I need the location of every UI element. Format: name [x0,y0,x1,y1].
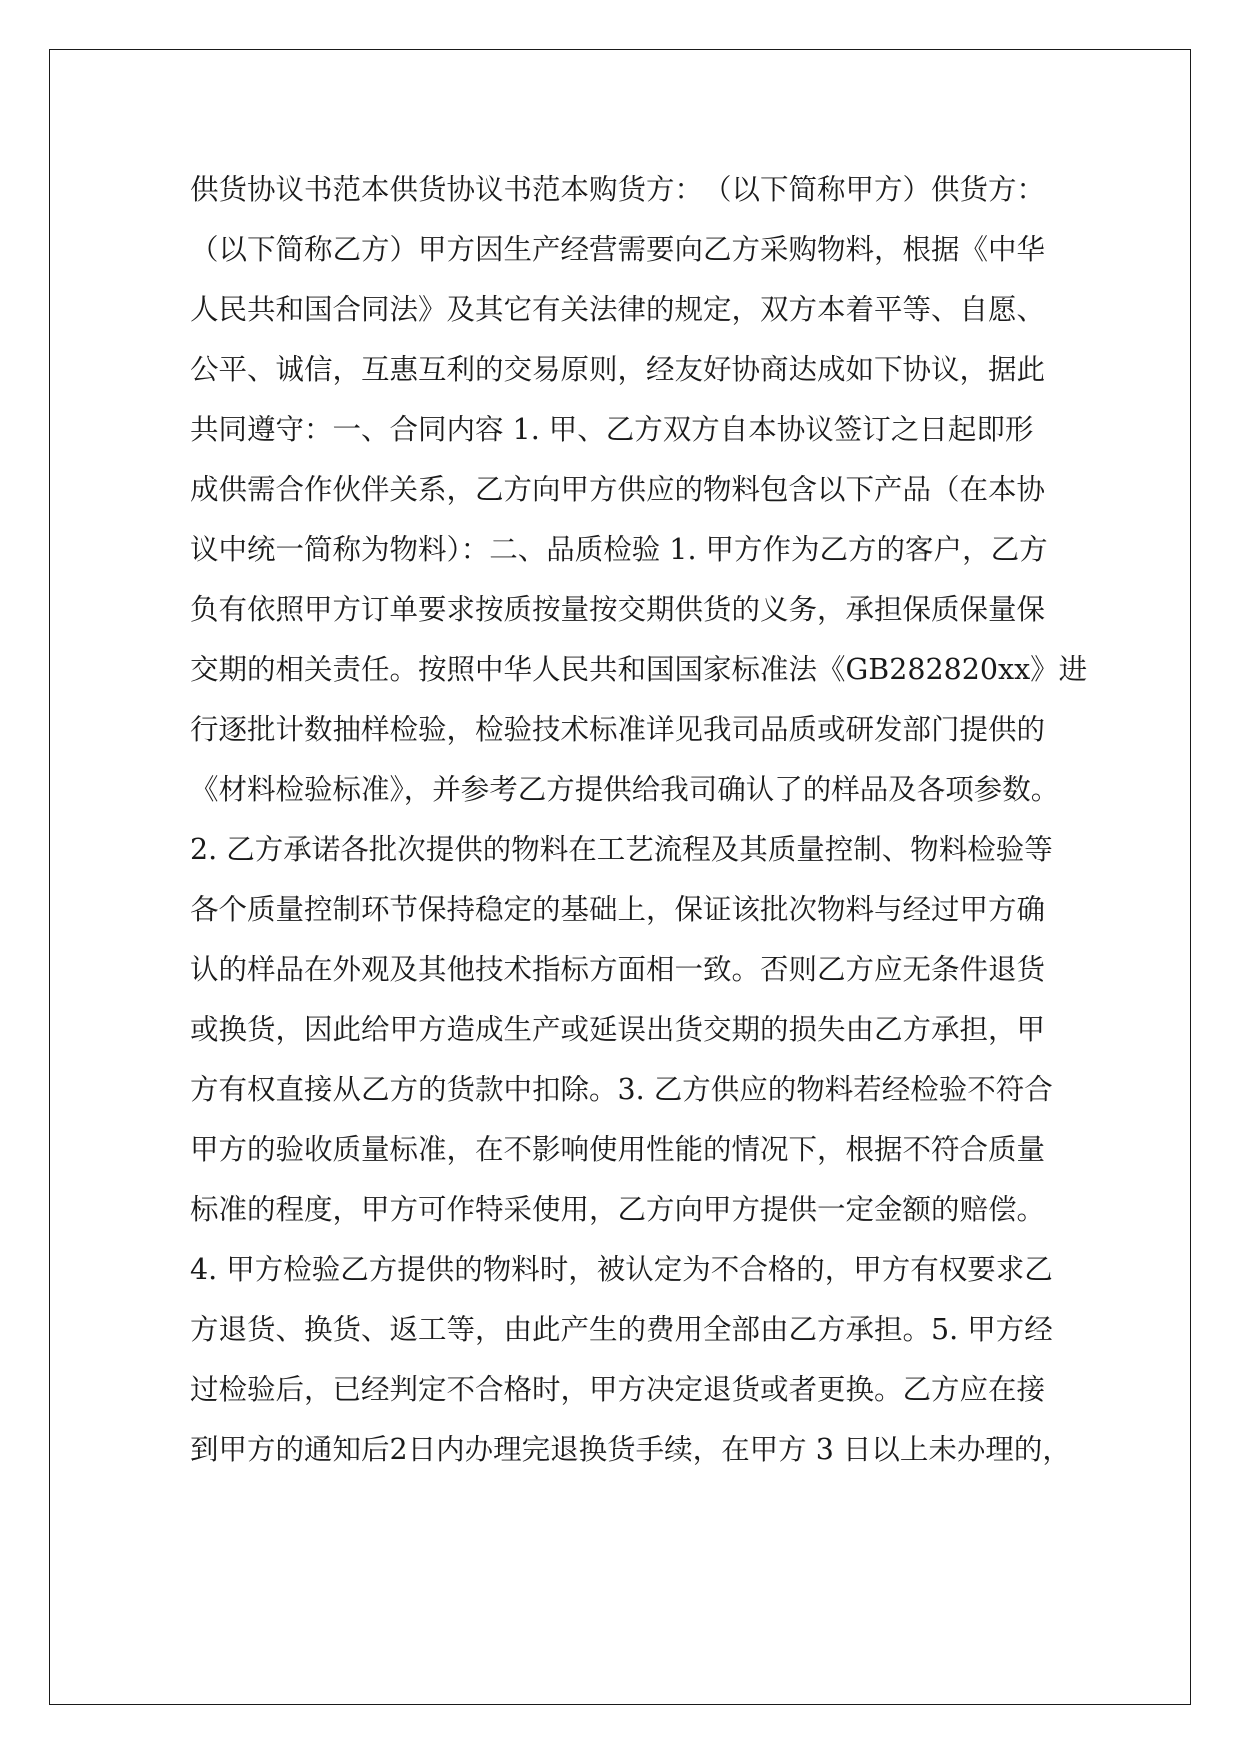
text-line: 供货协议书范本供货协议书范本购货方： （以下简称甲方）供货方： [190,173,1046,206]
text-line: （以下简称乙方）甲方因生产经营需要向乙方采购物料，根据《中华 [190,233,1046,266]
text-line: 甲方的验收质量标准，在不影响使用性能的情况下，根据不符合质量 [190,1133,1046,1166]
text-line: 《材料检验标准》，并参考乙方提供给我司确认了的样品及各项参数。 [190,773,1060,806]
text-line: 4. 甲方检验乙方提供的物料时，被认定为不合格的，甲方有权要求乙 [190,1253,1053,1286]
text-line: 过检验后，已经判定不合格时，甲方决定退货或者更换。乙方应在接 [190,1373,1046,1406]
text-line: 交期的相关责任。按照中华人民共和国国家标准法《GB282820xx》进 [190,653,1088,686]
text-line: 到甲方的通知后2日内办理完退换货手续，在甲方 3 日以上未办理的， [190,1433,1071,1466]
text-line: 负有依照甲方订单要求按质按量按交期供货的义务，承担保质保量保 [190,593,1046,626]
text-line: 方有权直接从乙方的货款中扣除。3. 乙方供应的物料若经检验不符合 [190,1073,1053,1106]
text-line: 议中统一简称为物料）：二、品质检验 1. 甲方作为乙方的客户，乙方 [190,533,1048,566]
text-line: 各个质量控制环节保持稳定的基础上，保证该批次物料与经过甲方确 [190,893,1046,926]
text-line: 成供需合作伙伴关系，乙方向甲方供应的物料包含以下产品（在本协 [190,473,1046,506]
document-body [190,160,1088,1480]
text-line: 共同遵守：一、合同内容 1. 甲、乙方双方自本协议签订之日起即形 [190,413,1034,446]
text-line: 标准的程度，甲方可作特采使用，乙方向甲方提供一定金额的赔偿。 [190,1193,1046,1226]
text-line: 行逐批计数抽样检验，检验技术标准详见我司品质或研发部门提供的 [190,713,1046,746]
text-line: 认的样品在外观及其他技术指标方面相一致。否则乙方应无条件退货 [190,953,1046,986]
text-line: 或换货，因此给甲方造成生产或延误出货交期的损失由乙方承担，甲 [190,1013,1046,1046]
text-line: 方退货、换货、返工等，由此产生的费用全部由乙方承担。5. 甲方经 [190,1313,1053,1346]
text-line: 2. 乙方承诺各批次提供的物料在工艺流程及其质量控制、物料检验等 [190,833,1053,866]
text-line: 人民共和国合同法》及其它有关法律的规定，双方本着平等、自愿、 [190,293,1046,326]
text-line: 公平、诚信，互惠互利的交易原则，经友好协商达成如下协议，据此 [190,353,1046,386]
